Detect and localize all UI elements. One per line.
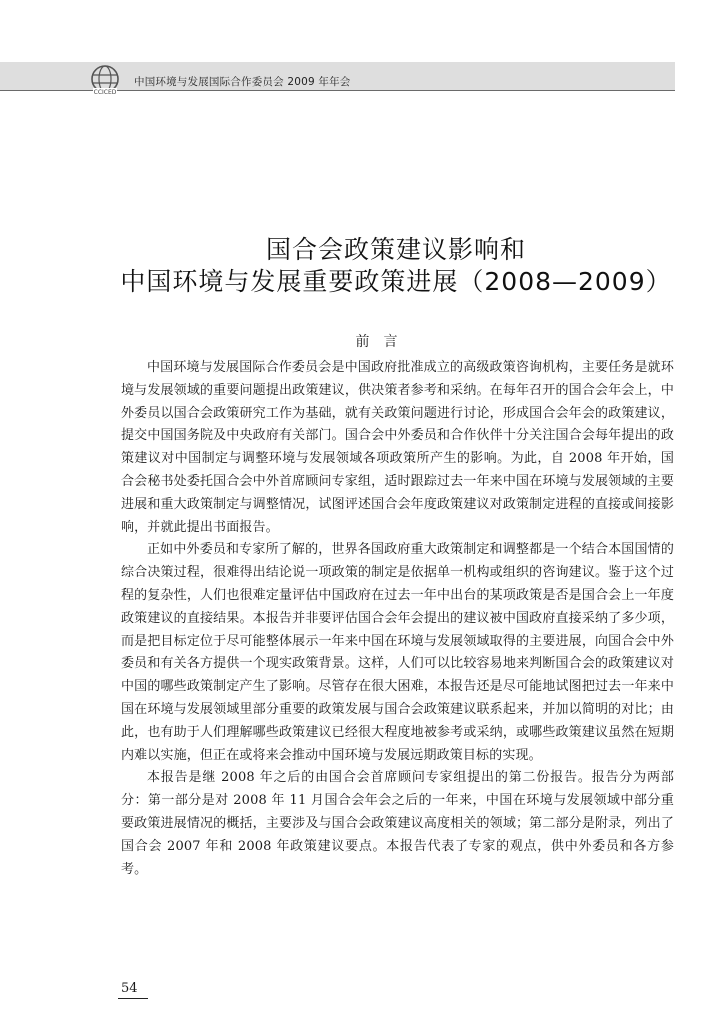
svg-text:CCICED: CCICED xyxy=(93,89,117,96)
document-title-line-1: 国合会政策建议影响和 xyxy=(265,235,526,264)
paragraph: 中国环境与发展国际合作委员会是中国政府批准成立的高级政策咨询机构，主要任务是就环境与发展领域的重要问题提出政策建议，供决策者参考和采纳。在每年召开的国合会年会上，中外委员以国合会政策研究工作为基础，就有关政策问题进行讨论，形成国合会年会的政策建议，提交中国国务院及中央政府有关部门。国合会中外委员和合作伙伴十分关注国合会每年提出的政策建议对中国制定与调整环境与发展领域各项政策所产生的影响。为此，自 2008 年开始，国合会秘书处委托国合会中外首席顾问专家组，适时跟踪过去一年来中国在环境与发展领域的主要进展和重大政策制定与调整情况，试图评述国合会年度政策建议对政策制定进程的直接或间接影响，并就此提出书面报告。 xyxy=(121,360,674,535)
body-text xyxy=(121,357,674,881)
page-number-rule xyxy=(118,998,148,999)
document-title-line-2: 中国环境与发展重要政策进展（2008—2009） xyxy=(120,267,672,296)
running-header: 中国环境与发展国际合作委员会 2009 年年会 xyxy=(134,76,351,88)
paragraph: 正如中外委员和专家所了解的，世界各国政府重大政策制定和调整都是一个结合本国国情的综合决策过程，很难得出结论说一项政策的制定是依据单一机构或组织的咨询建议。鉴于这个过程的复杂性，人们也很难定量评估中国政府在过去一年中出台的某项政策是否是国合会上一年度政策建议的直接结果。本报告并非要评估国合会年会提出的建议被中国政府直接采纳了多少项，而是把目标定位于尽可能整体展示一年来中国在环境与发展领域取得的主要进展，向国合会中外委员和有关各方提供一个现实政策背景。这样，人们可以比较容易地来判断国合会的政策建议对中国的哪些政策制定产生了影响。尽管存在很大困难，本报告还是尽可能地试图把过去一年来中国在环境与发展领域里部分重要的政策发展与国合会政策建议联系起来，并加以简明的对比；由此，也有助于人们理解哪些政策建议已经很大程度地被参考或采纳，或哪些政策建议虽然在短期内难以实施，但正在或将来会推动中国环境与发展远期政策目标的实现。 xyxy=(121,542,674,763)
section-heading-preface: 前言 xyxy=(355,334,412,350)
page-number: 54 xyxy=(121,981,138,996)
paragraph: 本报告是继 2008 年之后的由国合会首席顾问专家组提出的第二份报告。报告分为两部分：第一部分是对 2008 年 11 月国合会年会之后的一年来，中国在环境与发展领域中部分重要政策进展情况的概括，主要涉及与国合会政策建议高度相关的领域；第二部分是附录，列出了国合会 2007 年和 2008 年政策建议要点。本报告代表了专家的观点，供中外委员和各方参考。 xyxy=(121,770,674,877)
cciced-logo-icon xyxy=(88,63,122,97)
